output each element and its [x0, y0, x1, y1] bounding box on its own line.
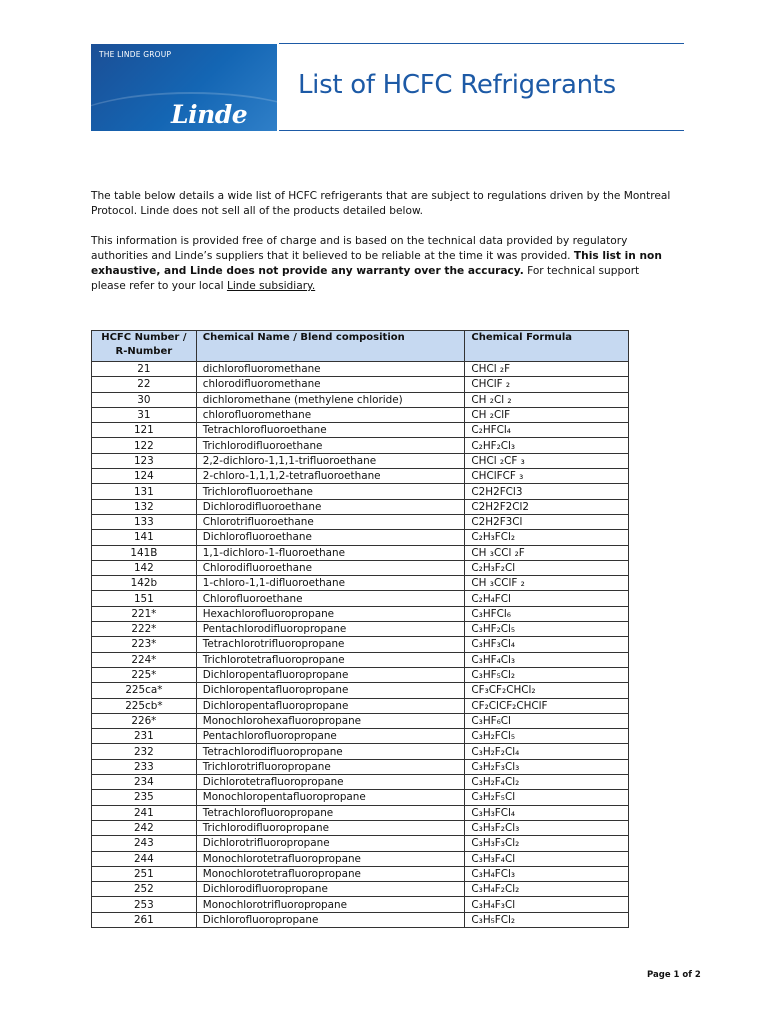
cell-formula: C₂H₄FCl: [465, 591, 629, 606]
cell-name: Chlorodifluoroethane: [196, 560, 465, 575]
table-row: [92, 683, 629, 698]
cell-formula: C₃H₃F₄Cl: [465, 851, 629, 866]
cell-name: Dichlorotetrafluoropropane: [196, 775, 465, 790]
cell-name: Monochloropentafluoropropane: [196, 790, 465, 805]
table-row: [92, 423, 629, 438]
table-row: [92, 591, 629, 606]
logo-wordmark: Linde: [171, 100, 248, 129]
cell-number: 234: [92, 775, 197, 790]
table-row: [92, 897, 629, 912]
cell-name: Monochlorotetrafluoropropane: [196, 851, 465, 866]
cell-formula: CHClFCF ₃: [465, 469, 629, 484]
cell-name: dichlorofluoromethane: [196, 362, 465, 377]
cell-formula: C2H2F2Cl2: [465, 499, 629, 514]
cell-name: Trichlorofluoroethane: [196, 484, 465, 499]
table-row: [92, 377, 629, 392]
table-row: [92, 775, 629, 790]
cell-formula: C₃HF₆Cl: [465, 713, 629, 728]
cell-formula: CH ₂ClF: [465, 407, 629, 422]
table-row: [92, 713, 629, 728]
cell-name: Trichlorotetrafluoropropane: [196, 652, 465, 667]
cell-formula: C₃H₂F₂Cl₄: [465, 744, 629, 759]
table-row: [92, 912, 629, 927]
cell-name: Trichlorotrifluoropropane: [196, 759, 465, 774]
cell-name: Trichlorodifluoroethane: [196, 438, 465, 453]
cell-formula: C2H2F3Cl: [465, 514, 629, 529]
cell-name: chlorofluoromethane: [196, 407, 465, 422]
cell-formula: C₃HFCl₆: [465, 606, 629, 621]
hcfc-table: [91, 330, 629, 928]
cell-number: 151: [92, 591, 197, 606]
cell-formula: CH ₃CCl ₂F: [465, 545, 629, 560]
table-row: [92, 545, 629, 560]
cell-number: 253: [92, 897, 197, 912]
cell-number: 242: [92, 820, 197, 835]
cell-name: Monochlorotetrafluoropropane: [196, 866, 465, 881]
table-row: [92, 805, 629, 820]
table-row: [92, 836, 629, 851]
table-row: [92, 851, 629, 866]
cell-number: 225cb*: [92, 698, 197, 713]
cell-number: 21: [92, 362, 197, 377]
table-row: [92, 622, 629, 637]
cell-number: 124: [92, 469, 197, 484]
table-row: [92, 667, 629, 682]
intro-paragraph-1: The table below details a wide list of HCFC refrigerants that are subject to regulations driven by the Montreal Protocol. Linde does not sell all of the products detailed below.: [91, 190, 671, 217]
page-title: List of HCFC Refrigerants: [298, 70, 616, 100]
cell-formula: C₃HF₅Cl₂: [465, 667, 629, 682]
cell-number: 142b: [92, 576, 197, 591]
cell-number: 132: [92, 499, 197, 514]
table-row: [92, 744, 629, 759]
table-row: [92, 576, 629, 591]
cell-formula: C₃H₂F₄Cl₂: [465, 775, 629, 790]
header-rule-top: [279, 43, 684, 44]
table-row: [92, 882, 629, 897]
cell-formula: CHClF ₂: [465, 377, 629, 392]
cell-number: 244: [92, 851, 197, 866]
table-row: [92, 606, 629, 621]
intro-paragraph-2: [91, 234, 671, 294]
table-header-row: [92, 331, 629, 362]
cell-formula: C₂HF₂Cl₃: [465, 438, 629, 453]
cell-name: Trichlorodifluoropropane: [196, 820, 465, 835]
cell-number: 122: [92, 438, 197, 453]
cell-formula: C₃H₂F₅Cl: [465, 790, 629, 805]
table-row: [92, 469, 629, 484]
intro-p2-disclaimer: This list in non exhaustive, and Linde does not provide any warranty over the accuracy.: [91, 250, 662, 277]
column-header-formula: Chemical Formula: [465, 331, 629, 362]
cell-number: 243: [92, 836, 197, 851]
table-row: [92, 484, 629, 499]
cell-name: Dichloropentafluoropropane: [196, 698, 465, 713]
cell-number: 261: [92, 912, 197, 927]
cell-name: Tetrachlorodifluoropropane: [196, 744, 465, 759]
table-row: [92, 698, 629, 713]
cell-formula: CHCl ₂F: [465, 362, 629, 377]
page-number: Page 1 of 2: [647, 970, 701, 980]
cell-number: 252: [92, 882, 197, 897]
cell-number: 224*: [92, 652, 197, 667]
cell-name: Dichlorotrifluoropropane: [196, 836, 465, 851]
cell-name: Dichlorodifluoropropane: [196, 882, 465, 897]
cell-formula: C₃H₅FCl₂: [465, 912, 629, 927]
table-row: [92, 362, 629, 377]
cell-formula: C₃H₃F₃Cl₂: [465, 836, 629, 851]
cell-name: 1-chloro-1,1-difluoroethane: [196, 576, 465, 591]
cell-name: chlorodifluoromethane: [196, 377, 465, 392]
cell-number: 141B: [92, 545, 197, 560]
cell-number: 233: [92, 759, 197, 774]
cell-name: dichloromethane (methylene chloride): [196, 392, 465, 407]
cell-name: 2-chloro-1,1,1,2-tetrafluoroethane: [196, 469, 465, 484]
column-header-name: Chemical Name / Blend composition: [196, 331, 465, 362]
linde-subsidiary-link[interactable]: Linde subsidiary.: [226, 280, 316, 292]
cell-formula: C₃H₄F₃Cl: [465, 897, 629, 912]
cell-name: Pentachlorodifluoropropane: [196, 622, 465, 637]
cell-number: 222*: [92, 622, 197, 637]
cell-number: 232: [92, 744, 197, 759]
cell-number: 133: [92, 514, 197, 529]
linde-logo: [91, 44, 277, 131]
cell-formula: C₂H₃F₂Cl: [465, 560, 629, 575]
cell-number: 121: [92, 423, 197, 438]
column-header-number: HCFC Number / R-Number: [92, 331, 197, 362]
header-rule-bottom: [279, 130, 684, 131]
table-body: [92, 362, 629, 928]
cell-formula: C2H2FCl3: [465, 484, 629, 499]
cell-name: Dichloropentafluoropropane: [196, 683, 465, 698]
cell-number: 225ca*: [92, 683, 197, 698]
cell-name: Dichloropentafluoropropane: [196, 667, 465, 682]
cell-formula: C₂H₃FCl₂: [465, 530, 629, 545]
cell-name: Chlorotrifluoroethane: [196, 514, 465, 529]
cell-name: Hexachlorofluoropropane: [196, 606, 465, 621]
cell-number: 141: [92, 530, 197, 545]
cell-number: 131: [92, 484, 197, 499]
cell-formula: C₃HF₃Cl₄: [465, 637, 629, 652]
cell-formula: C₃H₂FCl₅: [465, 729, 629, 744]
table-row: [92, 729, 629, 744]
table-row: [92, 453, 629, 468]
table-row: [92, 560, 629, 575]
intro-p2-start: This information is provided free of charge and is based on the technical data provided by regulatory authorities and Linde’s suppliers that it believed to be reliable at the time it was provided.: [91, 235, 628, 262]
table-row: [92, 514, 629, 529]
table-row: [92, 392, 629, 407]
table-row: [92, 407, 629, 422]
cell-formula: CF₃CF₂CHCl₂: [465, 683, 629, 698]
cell-number: 231: [92, 729, 197, 744]
table-row: [92, 790, 629, 805]
intro-text: [91, 189, 671, 309]
cell-number: 123: [92, 453, 197, 468]
cell-name: Dichlorofluoropropane: [196, 912, 465, 927]
cell-formula: C₃H₄FCl₃: [465, 866, 629, 881]
cell-number: 142: [92, 560, 197, 575]
cell-formula: CH ₃CClF ₂: [465, 576, 629, 591]
cell-number: 221*: [92, 606, 197, 621]
cell-number: 31: [92, 407, 197, 422]
cell-formula: CH ₂Cl ₂: [465, 392, 629, 407]
table-row: [92, 499, 629, 514]
cell-number: 30: [92, 392, 197, 407]
cell-name: Chlorofluoroethane: [196, 591, 465, 606]
cell-name: 2,2-dichloro-1,1,1-trifluoroethane: [196, 453, 465, 468]
cell-formula: C₃HF₂Cl₅: [465, 622, 629, 637]
cell-number: 251: [92, 866, 197, 881]
table-row: [92, 820, 629, 835]
cell-name: Dichlorofluoroethane: [196, 530, 465, 545]
table-row: [92, 759, 629, 774]
cell-name: Pentachlorofluoropropane: [196, 729, 465, 744]
cell-formula: CF₂ClCF₂CHClF: [465, 698, 629, 713]
cell-formula: C₂HFCl₄: [465, 423, 629, 438]
cell-name: 1,1-dichloro-1-fluoroethane: [196, 545, 465, 560]
cell-name: Monochlorohexafluoropropane: [196, 713, 465, 728]
cell-name: Tetrachlorofluoroethane: [196, 423, 465, 438]
table-row: [92, 866, 629, 881]
cell-formula: C₃H₃F₂Cl₃: [465, 820, 629, 835]
table-row: [92, 530, 629, 545]
cell-number: 235: [92, 790, 197, 805]
cell-number: 225*: [92, 667, 197, 682]
cell-number: 22: [92, 377, 197, 392]
cell-name: Tetrachlorofluoropropane: [196, 805, 465, 820]
cell-number: 226*: [92, 713, 197, 728]
cell-formula: C₃H₄F₂Cl₂: [465, 882, 629, 897]
cell-name: Monochlorotrifluoropropane: [196, 897, 465, 912]
cell-number: 223*: [92, 637, 197, 652]
cell-formula: C₃H₂F₃Cl₃: [465, 759, 629, 774]
logo-group-text: THE LINDE GROUP: [99, 50, 172, 59]
intro-p2-end: For technical support please refer to your local: [91, 265, 640, 292]
cell-formula: C₃H₃FCl₄: [465, 805, 629, 820]
cell-number: 241: [92, 805, 197, 820]
cell-formula: CHCl ₂CF ₃: [465, 453, 629, 468]
table-row: [92, 637, 629, 652]
cell-name: Dichlorodifluoroethane: [196, 499, 465, 514]
cell-formula: C₃HF₄Cl₃: [465, 652, 629, 667]
table-row: [92, 652, 629, 667]
table-row: [92, 438, 629, 453]
cell-name: Tetrachlorotrifluoropropane: [196, 637, 465, 652]
